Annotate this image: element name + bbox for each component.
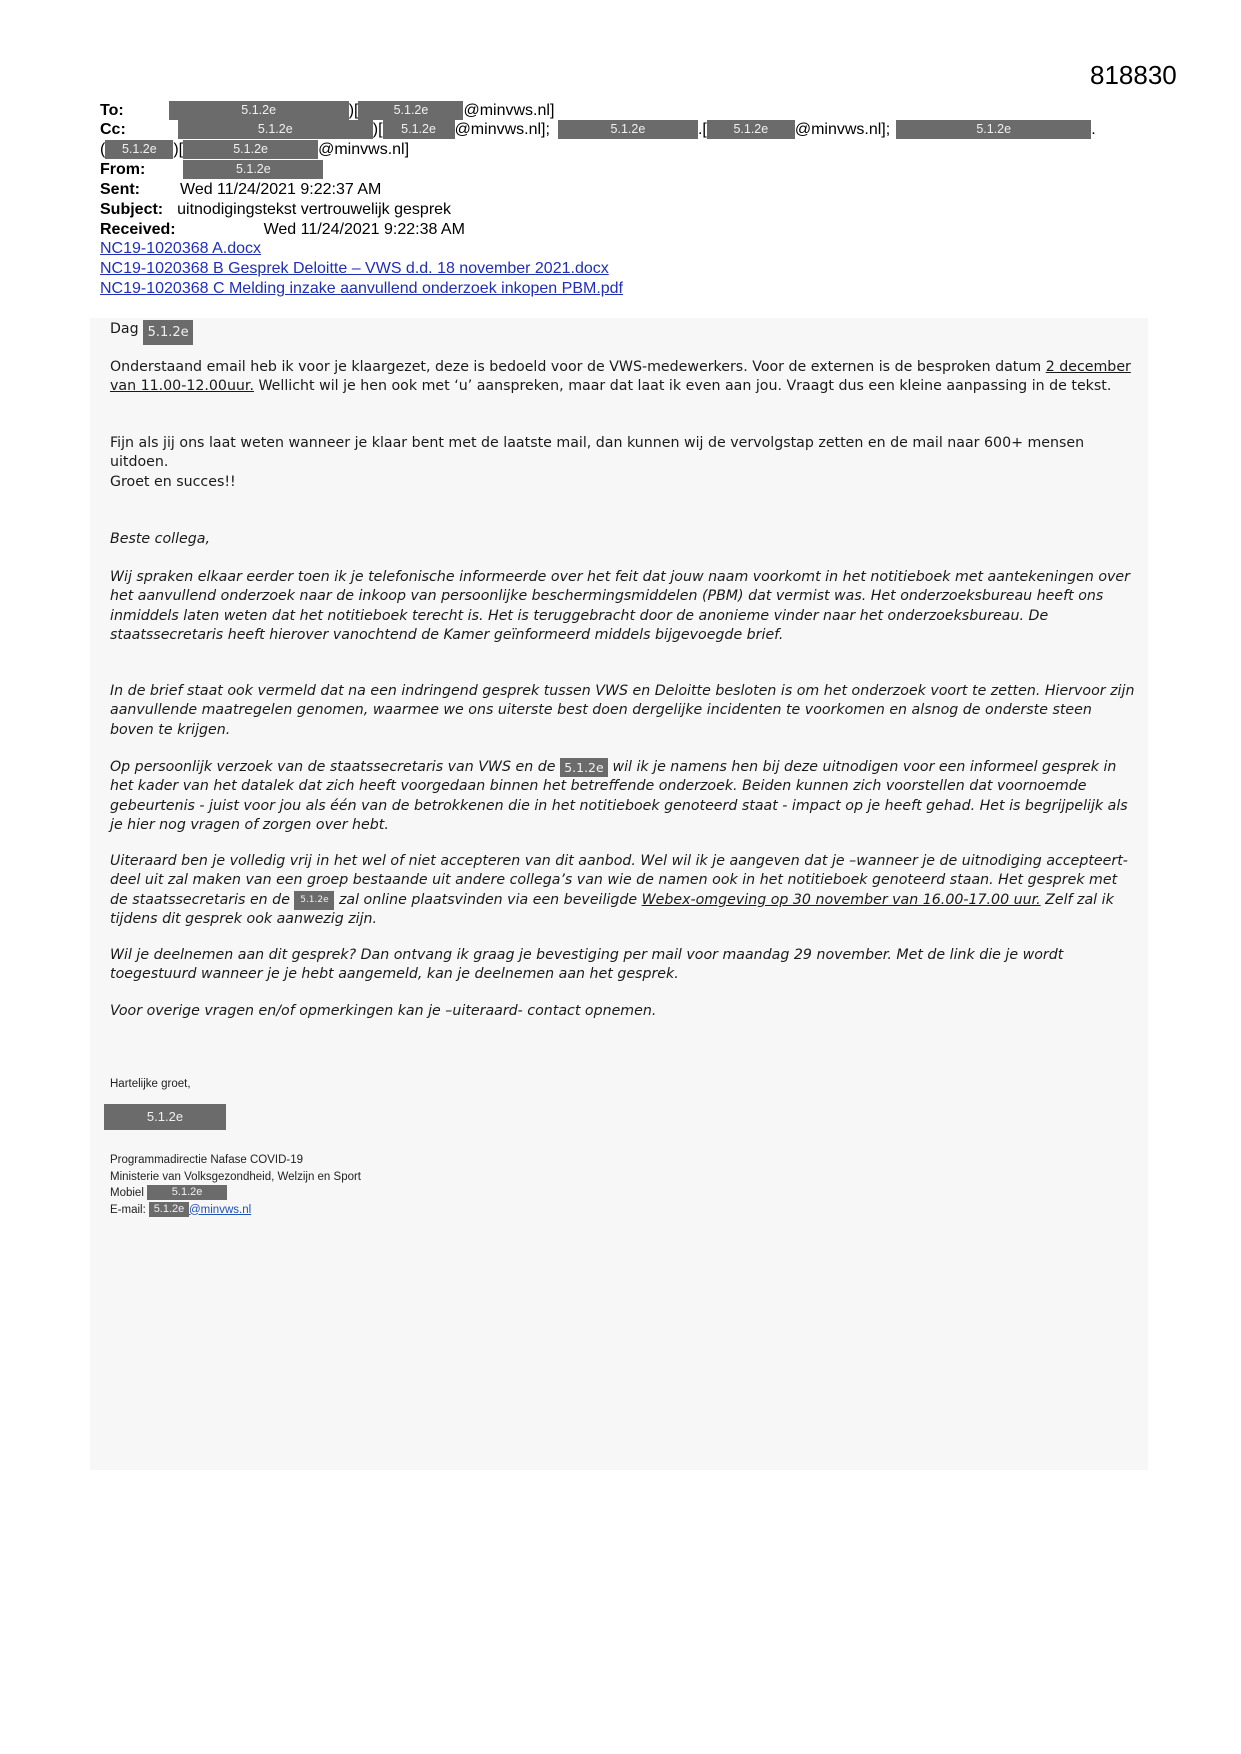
cc-line-2	[100, 140, 409, 160]
department: Programmadirectie Nafase COVID-19	[110, 1154, 304, 1166]
redaction-box: 5.1.2e	[560, 758, 608, 777]
redaction-box: 5.1.2e	[104, 1104, 226, 1130]
paragraph-followup	[110, 434, 1135, 492]
cc-separator: )[	[372, 121, 383, 138]
paragraph-text: Onderstaand email heb ik voor je klaargezet, deze is bedoeld voor de VWS-medewerkers. Voor de externen is de besproken datum	[110, 359, 1046, 375]
cc-open: (	[100, 141, 106, 158]
to-domain: @minvws.nl]	[463, 102, 555, 119]
redaction-box: 5.1.2e	[294, 891, 334, 910]
subject-label: Subject:	[100, 201, 164, 218]
document-number: 818830	[1090, 60, 1177, 90]
paragraph-text: zal online plaatsvinden via een beveiligde	[334, 891, 642, 908]
redaction-box: 5.1.2e	[105, 140, 173, 159]
sent-value: Wed 11/24/2021 9:22:37 AM	[180, 181, 382, 198]
from-label: From:	[100, 161, 146, 178]
greeting-line	[110, 320, 1135, 345]
closing: Hartelijke groet,	[110, 1078, 191, 1090]
paragraph-questions: Voor overige vragen en/of opmerkingen kan je –uiteraard- contact opnemen.	[110, 1003, 657, 1019]
cc-domain-2: @minvws.nl];	[794, 121, 891, 138]
date-underlined: 2 december van 11.00-12.00uur.	[110, 359, 1131, 395]
cc-separator: )[	[173, 141, 184, 158]
redaction-box: 5.1.2e	[183, 140, 318, 159]
to-line	[100, 101, 554, 121]
cc-end: .	[1091, 121, 1096, 138]
paragraph-intro	[110, 358, 1135, 397]
webex-date-underlined: Webex-omgeving op 30 november van 16.00-17.00 uur.	[641, 891, 1041, 908]
ministry: Ministerie van Volksgezondheid, Welzijn en Sport	[110, 1170, 362, 1183]
redaction-box: 5.1.2e	[169, 101, 349, 120]
cc-separator: .[	[697, 121, 707, 138]
paragraph-text: Op persoonlijk verzoek van de staatssecretaris van VWS en de	[110, 759, 560, 775]
received-line	[100, 220, 465, 240]
redaction-box: 5.1.2e	[358, 101, 463, 120]
paragraph-text: Fijn als jij ons laat weten wanneer je klaar bent met de laatste mail, dan kunnen wij de vervolgstap zetten en de mail naar 600+ mensen uitdoen.	[110, 435, 1085, 471]
signature-name-redaction	[104, 1104, 226, 1130]
from-line	[100, 160, 323, 180]
attachment-link[interactable]: NC19-1020368 A.docx	[100, 240, 261, 257]
redaction-box: 5.1.2e	[896, 120, 1091, 139]
subject-value: uitnodigingstekst vertrouwelijk gesprek	[177, 201, 452, 218]
sent-line	[100, 180, 381, 200]
paragraph-acceptance	[110, 852, 1135, 929]
redaction-box: 5.1.2e	[183, 160, 323, 179]
redaction-box: 5.1.2e	[383, 120, 455, 139]
subject-line	[100, 200, 451, 220]
redaction-box: 5.1.2e	[147, 1185, 227, 1200]
received-label: Received:	[100, 221, 176, 238]
paragraph-confirm: Wil je deelnemen aan dit gesprek? Dan ontvang ik graag je bevestiging per mail voor maandag 29 november. Met de link die je wordt toegestuurd wanneer je je hebt aangemeld, kan je deelnemen aan het gesprek.	[110, 947, 1064, 983]
mobile-label: Mobiel	[110, 1187, 144, 1199]
cc-label: Cc:	[100, 121, 126, 138]
greeting: Dag	[110, 321, 139, 337]
email-line	[110, 1202, 361, 1219]
attachment-link[interactable]: NC19-1020368 B Gesprek Deloitte – VWS d.d. 18 november 2021.docx	[100, 260, 609, 277]
cc-domain-3: @minvws.nl]	[318, 141, 410, 158]
paragraph-text: Uiteraard ben je volledig vrij in het wel of niet accepteren van dit aanbod. Wel wil ik je aangeven dat je –wanneer je de uitnodiging accepteert- deel uit zal maken van een groep bestaande uit andere collega’s van wie de namen ook in het notitieboek genoteerd staan. Het gesprek met de staatssecretaris en de	[110, 853, 1128, 908]
redaction-box: 5.1.2e	[558, 120, 698, 139]
redaction-box: 5.1.2e	[143, 320, 193, 345]
redaction-box: 5.1.2e	[149, 1202, 189, 1217]
redaction-box: 5.1.2e	[178, 120, 373, 139]
paragraph-letter: In de brief staat ook vermeld dat na een indringend gesprek tussen VWS en Deloitte besloten is om het onderzoek voort te zetten. Hiervoor zijn aanvullende maatregelen genomen, waarmee we ons uiterste best doen dergelijke incidenten te voorkomen en alsnog de onderste steen boven te krijgen.	[110, 683, 1135, 738]
received-value: Wed 11/24/2021 9:22:38 AM	[263, 221, 465, 238]
paragraph-invitation	[110, 758, 1135, 835]
sent-label: Sent:	[100, 181, 140, 198]
cc-domain-1: @minvws.nl];	[454, 121, 550, 138]
email-link[interactable]: @minvws.nl	[188, 1203, 252, 1216]
to-label: To:	[100, 102, 124, 119]
signature-block	[110, 1152, 361, 1218]
attachment-link[interactable]: NC19-1020368 C Melding inzake aanvullend onderzoek inkopen PBM.pdf	[100, 280, 623, 297]
paragraph-text: wil ik je namens hen bij deze uitnodigen voor een informeel gesprek in het kader van het datalek dat zich heeft voorgedaan binnen het betreffende onderzoek. Beiden kunnen zich voorstellen dat voornoemde gebeurtenis - juist voor jou als één van de betrokkenen die in het notitieboek genoteerd staat - impact op je heeft gehad. Het is begrijpelijk als je hier nog vragen of zorgen over hebt.	[110, 759, 1128, 833]
mobile-line	[110, 1185, 361, 1202]
paragraph-text: Groet en succes!!	[110, 473, 236, 490]
redaction-box: 5.1.2e	[707, 120, 795, 139]
paragraph-notebook: Wij spraken elkaar eerder toen ik je telefonische informeerde over het feit dat jouw naam voorkomt in het notitieboek met aantekeningen over het aanvullend onderzoek naar de inkoop van persoonlijke beschermingsmiddelen (PBM) dat vermist was. Het onderzoeksbureau heeft ons inmiddels laten weten dat het notitieboek terecht is. Het is teruggebracht door de anonieme vinder naar het onderzoeksbureau. De staatssecretaris heeft hierover vanochtend de Kamer geïnformeerd middels bijgevoegde brief.	[110, 569, 1130, 643]
cc-line	[100, 120, 1096, 140]
paragraph-text: Zelf zal ik tijdens dit gesprek ook aanwezig zijn.	[110, 891, 1114, 927]
to-separator: )[	[348, 102, 359, 119]
email-label: E-mail:	[110, 1203, 146, 1216]
paragraph-text: Wellicht wil je hen ook met ‘u’ aanspreken, maar dat laat ik even aan jou. Vraagt dus een kleine aanpassing in de tekst.	[253, 378, 1112, 395]
salutation: Beste collega,	[110, 531, 210, 547]
